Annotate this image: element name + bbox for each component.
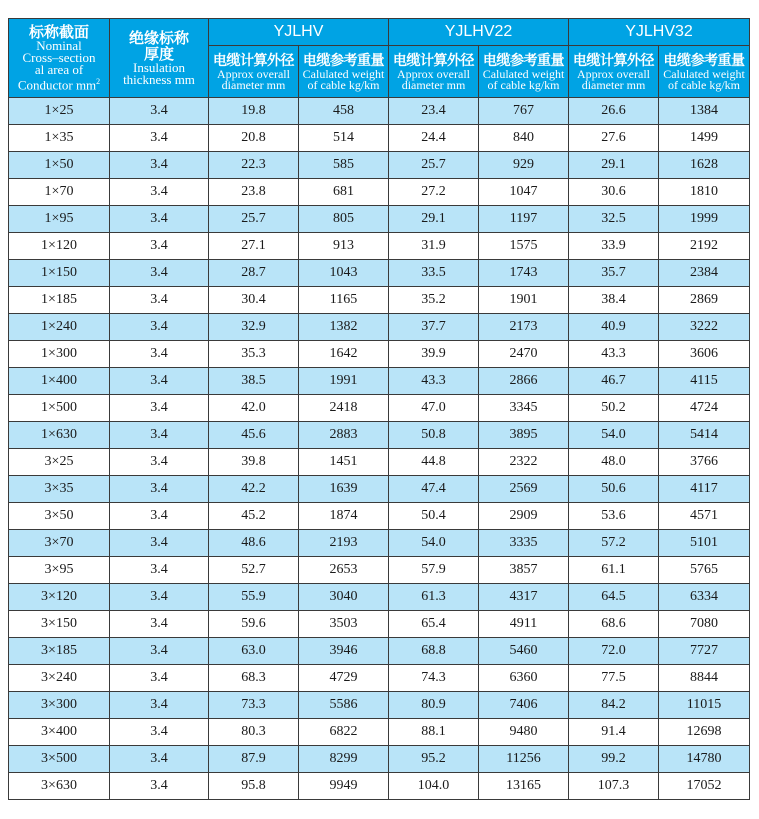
cell-yjlhv32-weight: 1628	[659, 152, 750, 179]
cell-yjlhv-diameter: 45.2	[209, 503, 299, 530]
table-body	[9, 98, 750, 800]
cell-yjlhv32-diameter: 57.2	[569, 530, 659, 557]
cell-yjlhv22-weight: 1197	[479, 206, 569, 233]
cell-yjlhv22-weight: 2909	[479, 503, 569, 530]
cell-yjlhv32-diameter: 50.6	[569, 476, 659, 503]
cell-yjlhv22-diameter: 47.4	[389, 476, 479, 503]
cell-yjlhv-weight: 1642	[299, 341, 389, 368]
cell-yjlhv32-weight: 1499	[659, 125, 750, 152]
cell-section: 1×95	[9, 206, 110, 233]
cell-yjlhv-weight: 6822	[299, 719, 389, 746]
header-nominal-en-3: al area of	[34, 62, 84, 78]
cell-yjlhv22-weight: 840	[479, 125, 569, 152]
cable-spec-table-wrapper	[8, 18, 750, 800]
cell-yjlhv-diameter: 20.8	[209, 125, 299, 152]
header-insulation-cn-1: 绝缘标称	[128, 29, 189, 47]
cell-yjlhv32-diameter: 77.5	[569, 665, 659, 692]
table-row	[9, 341, 750, 368]
cell-yjlhv-weight: 913	[299, 233, 389, 260]
cell-section: 1×630	[9, 422, 110, 449]
cell-yjlhv-diameter: 25.7	[209, 206, 299, 233]
cell-yjlhv22-weight: 3345	[479, 395, 569, 422]
cell-yjlhv32-weight: 7080	[659, 611, 750, 638]
table-row	[9, 260, 750, 287]
table-row	[9, 584, 750, 611]
cell-section: 1×400	[9, 368, 110, 395]
cell-yjlhv22-weight: 929	[479, 152, 569, 179]
header-insulation-cn-2: 厚度	[143, 45, 174, 63]
table-row	[9, 206, 750, 233]
table-row	[9, 692, 750, 719]
cell-yjlhv22-weight: 2470	[479, 341, 569, 368]
cell-section: 1×500	[9, 395, 110, 422]
header-weight-2: 电缆参考重量 Calulated weight of cable kg/km	[479, 46, 569, 98]
header-insulation-en-2: thickness mm	[123, 72, 195, 87]
cell-yjlhv32-diameter: 91.4	[569, 719, 659, 746]
cell-yjlhv22-weight: 2866	[479, 368, 569, 395]
cell-yjlhv32-weight: 4724	[659, 395, 750, 422]
header-nominal-en-1: Nominal	[36, 38, 82, 54]
cell-yjlhv-diameter: 39.8	[209, 449, 299, 476]
cell-insulation: 3.4	[110, 314, 209, 341]
cell-yjlhv-diameter: 73.3	[209, 692, 299, 719]
cell-yjlhv32-diameter: 35.7	[569, 260, 659, 287]
cell-yjlhv32-weight: 14780	[659, 746, 750, 773]
cell-yjlhv-diameter: 68.3	[209, 665, 299, 692]
table-row	[9, 422, 750, 449]
cell-yjlhv22-diameter: 47.0	[389, 395, 479, 422]
cell-yjlhv-weight: 4729	[299, 665, 389, 692]
cell-yjlhv22-diameter: 37.7	[389, 314, 479, 341]
cell-insulation: 3.4	[110, 449, 209, 476]
cell-yjlhv32-weight: 5414	[659, 422, 750, 449]
table-row	[9, 287, 750, 314]
cell-yjlhv-diameter: 80.3	[209, 719, 299, 746]
cell-yjlhv-weight: 514	[299, 125, 389, 152]
cell-section: 3×120	[9, 584, 110, 611]
cell-yjlhv22-weight: 13165	[479, 773, 569, 800]
cell-yjlhv22-diameter: 104.0	[389, 773, 479, 800]
cell-yjlhv-weight: 3503	[299, 611, 389, 638]
table-row	[9, 476, 750, 503]
cell-insulation: 3.4	[110, 287, 209, 314]
table-row	[9, 395, 750, 422]
header-diameter-2: 电缆计算外径 Approx overall diameter mm	[389, 46, 479, 98]
cell-yjlhv-weight: 9949	[299, 773, 389, 800]
cell-yjlhv-weight: 3040	[299, 584, 389, 611]
cell-yjlhv22-diameter: 74.3	[389, 665, 479, 692]
cell-yjlhv-diameter: 28.7	[209, 260, 299, 287]
cell-yjlhv22-weight: 7406	[479, 692, 569, 719]
header-model-yjlhv22: YJLHV22	[389, 19, 569, 46]
table-row	[9, 125, 750, 152]
cell-yjlhv32-weight: 1810	[659, 179, 750, 206]
cell-yjlhv-diameter: 23.8	[209, 179, 299, 206]
cell-yjlhv32-diameter: 68.6	[569, 611, 659, 638]
cell-yjlhv22-diameter: 50.8	[389, 422, 479, 449]
cell-yjlhv-weight: 1639	[299, 476, 389, 503]
cell-section: 1×70	[9, 179, 110, 206]
cell-yjlhv32-diameter: 33.9	[569, 233, 659, 260]
cell-yjlhv-weight: 3946	[299, 638, 389, 665]
cell-yjlhv22-weight: 5460	[479, 638, 569, 665]
cell-yjlhv-weight: 458	[299, 98, 389, 125]
cell-yjlhv-weight: 1874	[299, 503, 389, 530]
cell-yjlhv-weight: 1165	[299, 287, 389, 314]
cell-insulation: 3.4	[110, 179, 209, 206]
cell-yjlhv22-weight: 2569	[479, 476, 569, 503]
header-nominal-en-2: Cross–section	[22, 50, 96, 66]
cell-yjlhv32-weight: 4571	[659, 503, 750, 530]
cell-yjlhv-diameter: 95.8	[209, 773, 299, 800]
cell-section: 1×150	[9, 260, 110, 287]
cell-yjlhv22-weight: 3895	[479, 422, 569, 449]
cell-section: 3×240	[9, 665, 110, 692]
cell-yjlhv32-weight: 3222	[659, 314, 750, 341]
cell-insulation: 3.4	[110, 125, 209, 152]
cell-yjlhv-weight: 1991	[299, 368, 389, 395]
cell-yjlhv32-weight: 3606	[659, 341, 750, 368]
cell-yjlhv32-diameter: 53.6	[569, 503, 659, 530]
cell-yjlhv32-diameter: 30.6	[569, 179, 659, 206]
cell-insulation: 3.4	[110, 341, 209, 368]
cell-yjlhv-diameter: 42.0	[209, 395, 299, 422]
cell-yjlhv-diameter: 35.3	[209, 341, 299, 368]
table-row	[9, 665, 750, 692]
cell-yjlhv32-diameter: 27.6	[569, 125, 659, 152]
cell-yjlhv22-diameter: 39.9	[389, 341, 479, 368]
cell-yjlhv32-weight: 4117	[659, 476, 750, 503]
table-row	[9, 530, 750, 557]
cell-yjlhv32-diameter: 26.6	[569, 98, 659, 125]
cell-yjlhv22-weight: 1743	[479, 260, 569, 287]
cell-yjlhv-diameter: 87.9	[209, 746, 299, 773]
cell-yjlhv22-diameter: 54.0	[389, 530, 479, 557]
header-model-yjlhv32: YJLHV32	[569, 19, 750, 46]
cell-insulation: 3.4	[110, 233, 209, 260]
cell-yjlhv32-weight: 2192	[659, 233, 750, 260]
cell-yjlhv32-weight: 7727	[659, 638, 750, 665]
cell-yjlhv22-weight: 1575	[479, 233, 569, 260]
cell-yjlhv22-weight: 767	[479, 98, 569, 125]
cell-section: 3×400	[9, 719, 110, 746]
cell-yjlhv32-diameter: 43.3	[569, 341, 659, 368]
cell-insulation: 3.4	[110, 368, 209, 395]
table-row	[9, 557, 750, 584]
cell-section: 3×500	[9, 746, 110, 773]
cell-insulation: 3.4	[110, 638, 209, 665]
cell-yjlhv22-weight: 9480	[479, 719, 569, 746]
cell-insulation: 3.4	[110, 719, 209, 746]
cell-yjlhv22-diameter: 25.7	[389, 152, 479, 179]
table-row	[9, 611, 750, 638]
cell-insulation: 3.4	[110, 557, 209, 584]
cell-insulation: 3.4	[110, 395, 209, 422]
cell-yjlhv22-diameter: 68.8	[389, 638, 479, 665]
table-row	[9, 152, 750, 179]
table-row	[9, 98, 750, 125]
cell-insulation: 3.4	[110, 152, 209, 179]
cell-yjlhv32-weight: 1384	[659, 98, 750, 125]
cell-insulation: 3.4	[110, 611, 209, 638]
cell-section: 3×300	[9, 692, 110, 719]
cell-yjlhv32-weight: 1999	[659, 206, 750, 233]
table-row	[9, 746, 750, 773]
table-row	[9, 773, 750, 800]
cell-section: 1×240	[9, 314, 110, 341]
cell-yjlhv22-weight: 2173	[479, 314, 569, 341]
cell-yjlhv22-diameter: 23.4	[389, 98, 479, 125]
cell-yjlhv32-weight: 3766	[659, 449, 750, 476]
cell-yjlhv-diameter: 30.4	[209, 287, 299, 314]
cell-yjlhv22-weight: 1901	[479, 287, 569, 314]
cell-yjlhv32-diameter: 40.9	[569, 314, 659, 341]
cell-yjlhv32-diameter: 64.5	[569, 584, 659, 611]
cell-section: 3×25	[9, 449, 110, 476]
cell-insulation: 3.4	[110, 692, 209, 719]
cell-insulation: 3.4	[110, 98, 209, 125]
cell-insulation: 3.4	[110, 530, 209, 557]
cell-yjlhv32-diameter: 61.1	[569, 557, 659, 584]
header-insulation	[110, 19, 209, 98]
cell-yjlhv22-diameter: 44.8	[389, 449, 479, 476]
cell-yjlhv22-weight: 3857	[479, 557, 569, 584]
cell-yjlhv22-weight: 6360	[479, 665, 569, 692]
header-model-yjlhv: YJLHV	[209, 19, 389, 46]
cell-yjlhv22-weight: 4317	[479, 584, 569, 611]
cell-yjlhv-weight: 805	[299, 206, 389, 233]
cell-insulation: 3.4	[110, 665, 209, 692]
cell-yjlhv32-weight: 2869	[659, 287, 750, 314]
header-weight-3: 电缆参考重量 Calulated weight of cable kg/km	[659, 46, 750, 98]
cell-yjlhv32-diameter: 50.2	[569, 395, 659, 422]
cell-section: 3×35	[9, 476, 110, 503]
cell-yjlhv32-diameter: 48.0	[569, 449, 659, 476]
cell-section: 3×70	[9, 530, 110, 557]
table-row	[9, 233, 750, 260]
cell-yjlhv22-diameter: 65.4	[389, 611, 479, 638]
cell-yjlhv-diameter: 32.9	[209, 314, 299, 341]
cell-yjlhv-diameter: 27.1	[209, 233, 299, 260]
cell-yjlhv-weight: 1451	[299, 449, 389, 476]
cell-insulation: 3.4	[110, 584, 209, 611]
cell-yjlhv22-diameter: 80.9	[389, 692, 479, 719]
header-nominal-cn: 标称截面	[28, 23, 89, 42]
cell-yjlhv-diameter: 52.7	[209, 557, 299, 584]
cell-yjlhv22-diameter: 31.9	[389, 233, 479, 260]
cell-yjlhv-weight: 1043	[299, 260, 389, 287]
cell-section: 3×50	[9, 503, 110, 530]
cell-yjlhv-weight: 2418	[299, 395, 389, 422]
table-row	[9, 314, 750, 341]
cell-yjlhv-diameter: 45.6	[209, 422, 299, 449]
cell-yjlhv22-weight: 11256	[479, 746, 569, 773]
cell-section: 3×150	[9, 611, 110, 638]
cell-insulation: 3.4	[110, 422, 209, 449]
cell-section: 1×35	[9, 125, 110, 152]
cell-yjlhv22-diameter: 61.3	[389, 584, 479, 611]
cell-yjlhv22-diameter: 43.3	[389, 368, 479, 395]
cell-yjlhv32-diameter: 29.1	[569, 152, 659, 179]
cell-yjlhv22-diameter: 57.9	[389, 557, 479, 584]
cell-yjlhv-weight: 585	[299, 152, 389, 179]
cell-yjlhv32-weight: 12698	[659, 719, 750, 746]
table-header	[9, 19, 750, 98]
table-row	[9, 638, 750, 665]
cell-section: 3×630	[9, 773, 110, 800]
header-insulation-en-1: Insulation	[133, 60, 185, 75]
cell-yjlhv-weight: 1382	[299, 314, 389, 341]
cell-yjlhv32-weight: 6334	[659, 584, 750, 611]
header-nominal-section	[9, 19, 110, 98]
cell-yjlhv32-weight: 2384	[659, 260, 750, 287]
table-row	[9, 719, 750, 746]
cell-yjlhv22-diameter: 27.2	[389, 179, 479, 206]
cell-section: 3×185	[9, 638, 110, 665]
cell-yjlhv22-weight: 1047	[479, 179, 569, 206]
cell-yjlhv-diameter: 63.0	[209, 638, 299, 665]
cell-yjlhv-weight: 681	[299, 179, 389, 206]
cell-yjlhv22-diameter: 35.2	[389, 287, 479, 314]
cell-yjlhv22-diameter: 50.4	[389, 503, 479, 530]
table-row	[9, 503, 750, 530]
header-diameter-3: 电缆计算外径 Approx overall diameter mm	[569, 46, 659, 98]
cell-yjlhv22-diameter: 88.1	[389, 719, 479, 746]
cell-section: 1×300	[9, 341, 110, 368]
cell-section: 1×120	[9, 233, 110, 260]
cell-insulation: 3.4	[110, 773, 209, 800]
cell-yjlhv32-diameter: 38.4	[569, 287, 659, 314]
cell-yjlhv22-diameter: 24.4	[389, 125, 479, 152]
cell-section: 1×185	[9, 287, 110, 314]
cell-yjlhv32-weight: 17052	[659, 773, 750, 800]
cell-yjlhv-diameter: 42.2	[209, 476, 299, 503]
cell-insulation: 3.4	[110, 206, 209, 233]
cell-yjlhv32-diameter: 107.3	[569, 773, 659, 800]
cell-yjlhv32-diameter: 72.0	[569, 638, 659, 665]
cell-insulation: 3.4	[110, 746, 209, 773]
header-nominal-sup: 2	[96, 77, 101, 87]
cell-yjlhv-weight: 8299	[299, 746, 389, 773]
cell-yjlhv32-weight: 5101	[659, 530, 750, 557]
cell-yjlhv32-diameter: 99.2	[569, 746, 659, 773]
cell-yjlhv-diameter: 55.9	[209, 584, 299, 611]
cell-yjlhv-weight: 2883	[299, 422, 389, 449]
table-row	[9, 449, 750, 476]
cell-section: 3×95	[9, 557, 110, 584]
cell-yjlhv-weight: 5586	[299, 692, 389, 719]
cell-yjlhv32-weight: 5765	[659, 557, 750, 584]
cell-yjlhv32-diameter: 84.2	[569, 692, 659, 719]
cell-insulation: 3.4	[110, 476, 209, 503]
header-weight-1: 电缆参考重量 Calulated weight of cable kg/km	[299, 46, 389, 98]
cell-yjlhv32-weight: 4115	[659, 368, 750, 395]
table-row	[9, 368, 750, 395]
cell-yjlhv32-diameter: 32.5	[569, 206, 659, 233]
cell-yjlhv22-weight: 3335	[479, 530, 569, 557]
cell-yjlhv22-diameter: 29.1	[389, 206, 479, 233]
cell-yjlhv22-diameter: 33.5	[389, 260, 479, 287]
cell-yjlhv22-weight: 2322	[479, 449, 569, 476]
cell-yjlhv32-weight: 8844	[659, 665, 750, 692]
cell-yjlhv-diameter: 59.6	[209, 611, 299, 638]
cell-yjlhv-diameter: 22.3	[209, 152, 299, 179]
header-nominal-en-4: Conductor $mm^2$	[17, 77, 101, 93]
cell-insulation: 3.4	[110, 503, 209, 530]
cell-section: 1×25	[9, 98, 110, 125]
cell-yjlhv32-weight: 11015	[659, 692, 750, 719]
header-diameter-1: 电缆计算外径 Approx overall diameter mm	[209, 46, 299, 98]
cell-section: 1×50	[9, 152, 110, 179]
cell-yjlhv22-diameter: 95.2	[389, 746, 479, 773]
cell-yjlhv-diameter: 38.5	[209, 368, 299, 395]
cell-yjlhv-weight: 2193	[299, 530, 389, 557]
cell-yjlhv32-diameter: 46.7	[569, 368, 659, 395]
cell-insulation: 3.4	[110, 260, 209, 287]
cable-spec-table	[8, 18, 750, 800]
cell-yjlhv22-weight: 4911	[479, 611, 569, 638]
table-row	[9, 179, 750, 206]
cell-yjlhv-diameter: 48.6	[209, 530, 299, 557]
cell-yjlhv-diameter: 19.8	[209, 98, 299, 125]
cell-yjlhv32-diameter: 54.0	[569, 422, 659, 449]
cell-yjlhv-weight: 2653	[299, 557, 389, 584]
